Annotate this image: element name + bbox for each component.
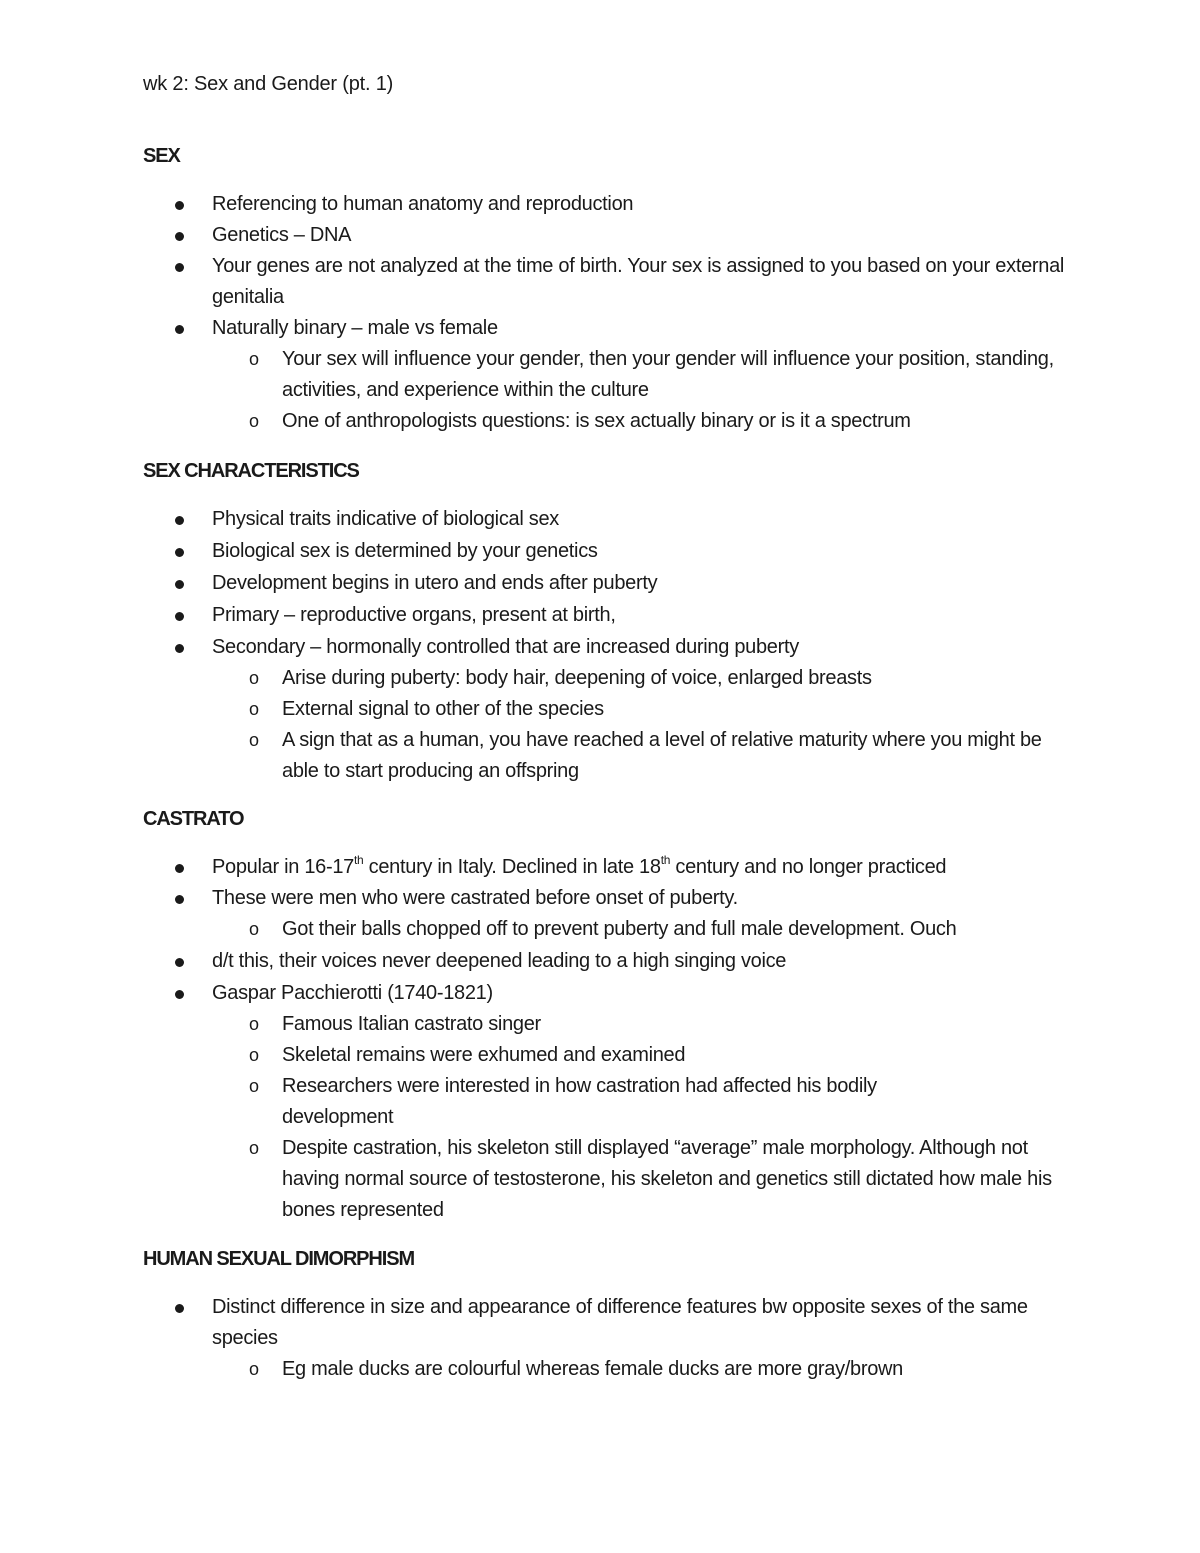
list-item: Development begins in utero and ends after puberty [143, 568, 1073, 599]
bullet-list [143, 852, 1073, 1226]
sub-list-item: o One of anthropologists questions: is sex actually binary or is it a spectrum [143, 406, 1073, 437]
list-item [143, 313, 1073, 437]
sub-list-item: o Famous Italian castrato singer [143, 1009, 1073, 1040]
sub-list [143, 914, 1073, 945]
sub-list [143, 1354, 1073, 1385]
bullet-list [143, 504, 1073, 787]
section-heading-sex: SEX [143, 145, 180, 167]
sub-list-item: o Your sex will influence your gender, then your gender will influence your position, standing, activities, and experience within the culture [143, 344, 1072, 406]
list-item: Your genes are not analyzed at the time of birth. Your sex is assigned to you based on your external genitalia [143, 251, 1072, 313]
superscript: th [660, 853, 671, 867]
list-item [143, 632, 1073, 787]
sub-list-item: o A sign that as a human, you have reached a level of relative maturity where you might be able to start producing an offspring [143, 725, 1042, 787]
sub-list-item: o Skeletal remains were exhumed and examined [143, 1040, 1073, 1071]
superscript: th [353, 853, 364, 867]
section-heading-castrato: CASTRATO [143, 808, 244, 830]
list-item: Genetics – DNA [143, 220, 1073, 251]
list-item-text: Gaspar Pacchierotti (1740-1821) [212, 982, 493, 1004]
list-item-text: century in Italy. Declined in late 18 [363, 856, 661, 878]
sub-list [143, 663, 1073, 787]
section-heading-dimorphism: HUMAN SEXUAL DIMORPHISM [143, 1248, 415, 1270]
sub-list [143, 1009, 1073, 1226]
list-item [143, 883, 1073, 945]
list-item [143, 852, 1073, 883]
section-heading-sex-characteristics: SEX CHARACTERISTICS [143, 460, 359, 482]
list-item [143, 1292, 1073, 1385]
list-item: d/t this, their voices never deepened leading to a high singing voice [143, 946, 1073, 977]
list-item-text: Naturally binary – male vs female [212, 317, 498, 339]
bullet-list [143, 189, 1073, 437]
sub-list-item: o Researchers were interested in how castration had affected his bodily development [143, 1071, 992, 1133]
list-item: Primary – reproductive organs, present at birth, [143, 600, 1073, 631]
section-human-sexual-dimorphism [143, 1244, 1073, 1385]
sub-list-item: o External signal to other of the species [143, 694, 1073, 725]
list-item-text: These were men who were castrated before onset of puberty. [212, 887, 738, 909]
section-castrato [143, 804, 1073, 1226]
list-item-text: century and no longer practiced [670, 856, 947, 878]
list-item: Physical traits indicative of biological sex [143, 504, 1073, 535]
sub-list-item: o Got their balls chopped off to prevent puberty and full male development. Ouch [143, 914, 1073, 945]
section-sex-characteristics [143, 456, 1073, 787]
list-item-text: Popular in 16-17 [212, 856, 354, 878]
list-item-text: Distinct difference in size and appearance of difference features bw opposite sexes of the same species [212, 1296, 1028, 1349]
list-item: Referencing to human anatomy and reproduction [143, 189, 1073, 220]
list-item-text: Secondary – hormonally controlled that are increased during puberty [212, 636, 799, 658]
list-item: Biological sex is determined by your genetics [143, 536, 1073, 567]
document-title: wk 2: Sex and Gender (pt. 1) [143, 73, 394, 95]
sub-list-item: o Eg male ducks are colourful whereas female ducks are more gray/brown [143, 1354, 1073, 1385]
sub-list-item: o Despite castration, his skeleton still displayed “average” male morphology. Although not having normal source of testosterone, his skeleton and genetics still dictated how male his bones represented [143, 1133, 1072, 1226]
list-item [143, 978, 1073, 1226]
sub-list [143, 344, 1073, 437]
sub-list-item: o Arise during puberty: body hair, deepening of voice, enlarged breasts [143, 663, 1073, 694]
section-sex [143, 141, 1073, 437]
bullet-list [143, 1292, 1073, 1385]
